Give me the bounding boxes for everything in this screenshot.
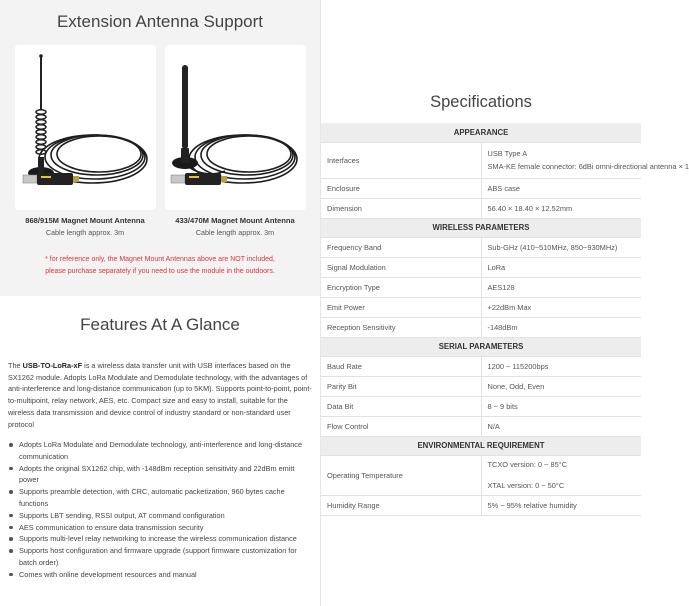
table-row: Parity Bit None, Odd, Even — [321, 376, 641, 396]
list-item: Adopts LoRa Modulate and Demodulate technology, anti-interference and long-distance communication — [8, 439, 314, 463]
section-header-environment: ENVIRONMENTAL REQUIREMENT — [321, 436, 641, 455]
antenna-note-line1: * for reference only, the Magnet Mount Antennas above are NOT included, — [45, 256, 275, 263]
product-sub-433: Cable length approx. 3m — [195, 228, 275, 237]
section-header-appearance: APPEARANCE — [321, 123, 641, 142]
table-row: Interfaces USB Type A SMA-KE female connector: 6dBi omni-directional antenna × 1 — [321, 142, 641, 178]
list-item: Supports multi-level relay networking to increase the wireless communication distance — [8, 533, 314, 545]
table-row: Encryption Type AES128 — [321, 277, 641, 297]
list-item: Comes with online development resources and manual — [8, 569, 314, 581]
antenna-note-line2: please purchase separately if you need to use the module in the outdoors. — [45, 268, 275, 275]
list-item: AES communication to ensure data transmission security — [8, 522, 314, 534]
list-item: Supports host configuration and firmware upgrade (support firmware customization for batch order) — [8, 545, 314, 569]
list-item: Supports preamble detection, with CRC, automatic packetization, 960 bytes cache functions — [8, 486, 314, 510]
section-header-wireless: WIRELESS PARAMETERS — [321, 218, 641, 237]
table-row: Dimension 56.40 × 18.40 × 12.52mm — [321, 198, 641, 218]
table-row: Enclosure ABS case — [321, 178, 641, 198]
antenna-section-title: Extension Antenna Support — [56, 12, 264, 31]
table-row: Frequency Band Sub-GHz (410~510MHz, 850~930MHz) — [321, 237, 641, 257]
magnet-mount-antenna-spring-whip-icon — [15, 45, 156, 210]
table-row: Humidity Range 5% ~ 95% relative humidity — [321, 495, 641, 515]
list-item: Supports LBT sending, RSSI output, AT command configuration — [8, 510, 314, 522]
antenna-section — [0, 0, 320, 296]
specifications-title: Specifications — [430, 93, 532, 111]
product-image-433-antenna — [165, 45, 306, 210]
intro-prefix: The — [8, 361, 23, 370]
specifications-table — [321, 123, 689, 516]
section-header-serial: SERIAL PARAMETERS — [321, 337, 641, 356]
table-row: Signal Modulation LoRa — [321, 257, 641, 277]
features-list — [8, 439, 314, 581]
features-intro — [8, 360, 314, 430]
table-row: Operating Temperature TCXO version: 0 ~ 85°C XTAL version: 0 ~ 50°C — [321, 455, 641, 495]
product-name-433: 433/470M Magnet Mount Antenna — [175, 216, 295, 225]
right-column — [320, 0, 689, 606]
product-image-868-antenna — [15, 45, 156, 210]
intro-text: is a wireless data transfer unit with USB interfaces based on the SX1262 module. Adopts LoRa Modulate and Demodulate technology, with the advantages of anti-interference and long-distance communication (up to 5KM). Supports point-to-point, point-to-multipoint, relay network, AES, etc. Compact size and easy to install, suitable for the wireless data transmission and device control of industry standard or non-standard user protocol — [8, 361, 312, 429]
product-sub-868: Cable length approx. 3m — [45, 228, 125, 237]
table-row: Data Bit 8 ~ 9 bits — [321, 396, 641, 416]
intro-product-name: USB-TO-LoRa-xF — [22, 361, 83, 370]
table-row: Baud Rate 1200 ~ 115200bps — [321, 356, 641, 376]
left-column — [0, 0, 320, 606]
features-title: Features At A Glance — [80, 315, 240, 334]
antenna-note — [0, 254, 320, 278]
table-row: Emit Power +22dBm Max — [321, 297, 641, 317]
magnet-mount-antenna-rod-icon — [165, 45, 306, 210]
product-name-868: 868/915M Magnet Mount Antenna — [25, 216, 145, 225]
table-row: Reception Sensitivity -148dBm — [321, 317, 641, 337]
list-item: Adopts the original SX1262 chip, with -148dBm reception sensitivity and 22dBm emitt power — [8, 463, 314, 487]
table-row: Flow Control N/A — [321, 416, 641, 436]
